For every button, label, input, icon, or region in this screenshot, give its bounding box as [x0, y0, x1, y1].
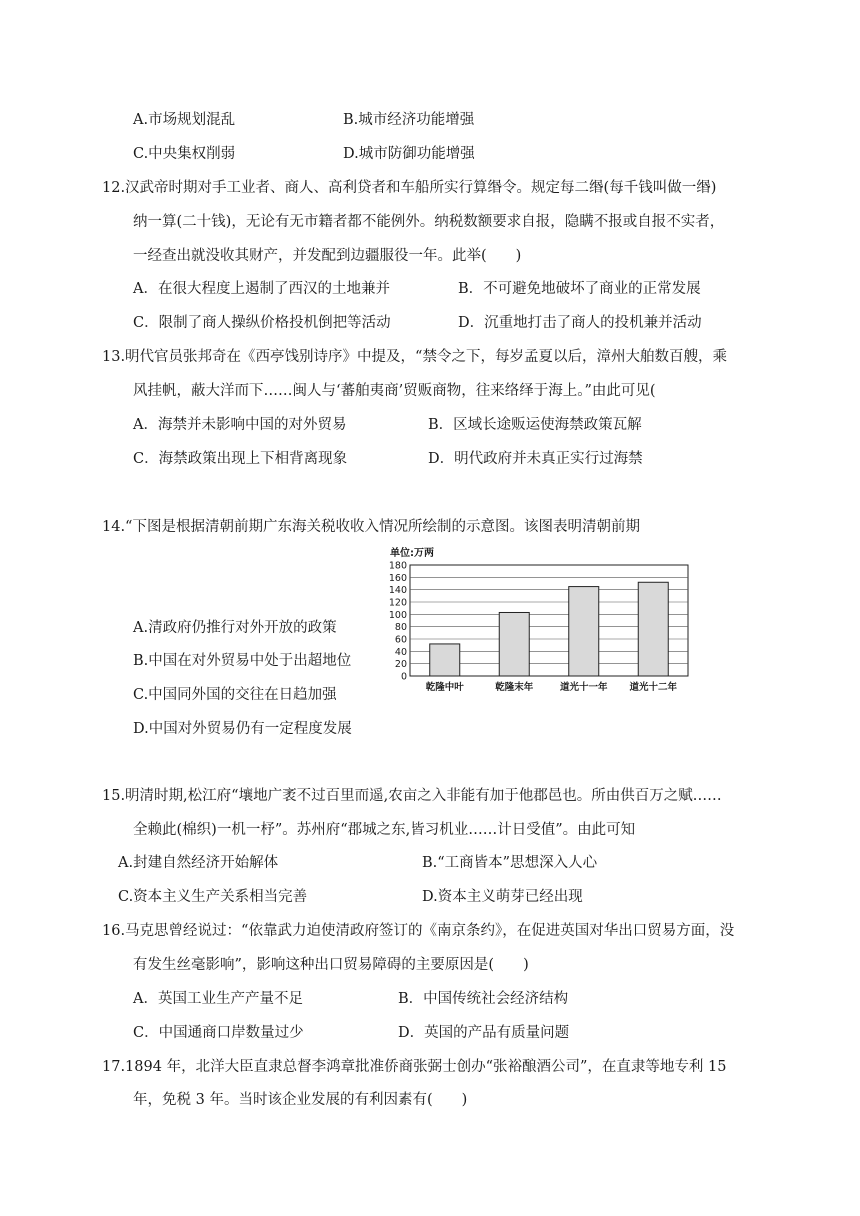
y-tick-label: 40: [394, 646, 407, 658]
q14-option-a: A.清政府仍推行对外开放的政策: [133, 620, 337, 636]
q12-stem-line-3: 一经查出就没收其财产，并发配到边疆服役一年。此举( ): [133, 248, 522, 264]
y-tick-label: 180: [388, 560, 407, 572]
q16-stem-line-1: 16.马克思曾经说过：“依靠武力迫使清政府签订的《南京条约》，在促进英国对华出口贸易方面，没: [102, 923, 735, 939]
q15-stem-line-1: 15.明清时期,松江府“壤地广袤不过百里而遥,农亩之入非能有加于他郡邑也。所由供百万之赋……: [102, 788, 722, 804]
q14-option-d: D.中国对外贸易仍有一定程度发展: [133, 721, 352, 737]
x-tick-label: 乾隆中叶: [425, 682, 464, 693]
q12-option-a: A．在很大程度上遏制了西汉的土地兼并: [133, 281, 390, 297]
q11-option-c: C.中央集权削弱: [133, 146, 236, 162]
y-tick-label: 140: [388, 585, 407, 597]
y-tick-label: 160: [388, 572, 407, 584]
q13-option-d: D．明代政府并未真正实行过海禁: [428, 451, 643, 467]
chart-bar: [569, 587, 599, 676]
q12-stem-line-2: 纳一算(二十钱)，无论有无市籍者都不能例外。纳税数额要求自报，隐瞒不报或自报不实者，: [133, 214, 725, 230]
q15-option-b: B.“工商皆本”思想深入人心: [422, 855, 598, 871]
chart-bar: [430, 644, 460, 676]
q14-option-b: B.中国在对外贸易中处于出超地位: [133, 653, 352, 669]
q12-stem-line-1: 12.汉武帝时期对手工业者、商人、高利贷者和车船所实行算缗令。规定每二缗(每千钱叫做一缗): [102, 180, 717, 196]
q17-stem-line-2: 年，免税 3 年。当时该企业发展的有利因素有( ): [133, 1092, 468, 1108]
q16-option-b: B．中国传统社会经济结构: [398, 991, 569, 1007]
y-tick-label: 20: [394, 659, 407, 671]
q13-option-a: A．海禁并未影响中国的对外贸易: [133, 417, 347, 433]
q15-option-d: D.资本主义萌芽已经出现: [422, 889, 583, 905]
chart-bar: [499, 612, 529, 676]
customs-revenue-bar-chart: [388, 545, 693, 700]
y-tick-label: 120: [388, 597, 407, 609]
q14-stem: 14.“下图是根据清朝前期广东海关税收收入情况所绘制的示意图。该图表明清朝前期: [102, 519, 640, 535]
q12-option-d: D．沉重地打击了商人的投机兼并活动: [458, 315, 702, 331]
q17-stem-line-1: 17.1894 年，北洋大臣直隶总督李鸿章批准侨商张弼士创办“张裕酿酒公司”，在直隶等地专利 15: [102, 1059, 727, 1075]
chart-unit-label: 单位:万两: [390, 548, 434, 559]
q12-option-c: C．限制了商人操纵价格投机倒把等活动: [133, 315, 391, 331]
q13-stem-line-1: 13.明代官员张邦奇在《西亭饯别诗序》中提及，“禁令之下，每岁孟夏以后，漳州大舶数百艘，乘: [102, 349, 727, 365]
y-tick-label: 80: [394, 622, 407, 634]
chart-bar: [638, 582, 668, 676]
q13-option-c: C．海禁政策出现上下相背离现象: [133, 451, 348, 467]
x-tick-label: 道光十一年: [559, 682, 608, 693]
q14-option-c: C.中国同外国的交往在日趋加强: [133, 687, 337, 703]
q15-option-c: C.资本主义生产关系相当完善: [118, 889, 308, 905]
q11-option-a: A.市场规划混乱: [133, 112, 236, 128]
q15-stem-line-2: 全赖此(棉织)一机一杼”。苏州府“郡城之东,皆习机业……计日受值”。由此可知: [133, 822, 636, 838]
x-tick-label: 道光十二年: [629, 682, 678, 693]
q16-option-c: C．中国通商口岸数量过少: [133, 1025, 304, 1041]
y-tick-label: 0: [400, 671, 407, 683]
q13-stem-line-2: 风挂帆，蔽大洋而下……闽人与‘蕃舶夷商’贸贩商物，往来络绎于海上。”由此可见(: [133, 383, 656, 399]
q11-option-d: D.城市防御功能增强: [343, 146, 475, 162]
q16-option-d: D．英国的产品有质量问题: [398, 1025, 570, 1041]
y-tick-label: 60: [394, 634, 407, 646]
q13-option-b: B．区域长途贩运使海禁政策瓦解: [428, 417, 642, 433]
q11-option-b: B.城市经济功能增强: [343, 112, 475, 128]
y-tick-label: 100: [388, 609, 407, 621]
q15-option-a: A.封建自然经济开始解体: [118, 855, 279, 871]
x-tick-label: 乾隆末年: [495, 682, 534, 693]
q16-stem-line-2: 有发生丝毫影响”，影响这种出口贸易障碍的主要原因是( ): [133, 957, 529, 973]
q16-option-a: A．英国工业生产产量不足: [133, 991, 303, 1007]
q12-option-b: B．不可避免地破坏了商业的正常发展: [458, 281, 701, 297]
